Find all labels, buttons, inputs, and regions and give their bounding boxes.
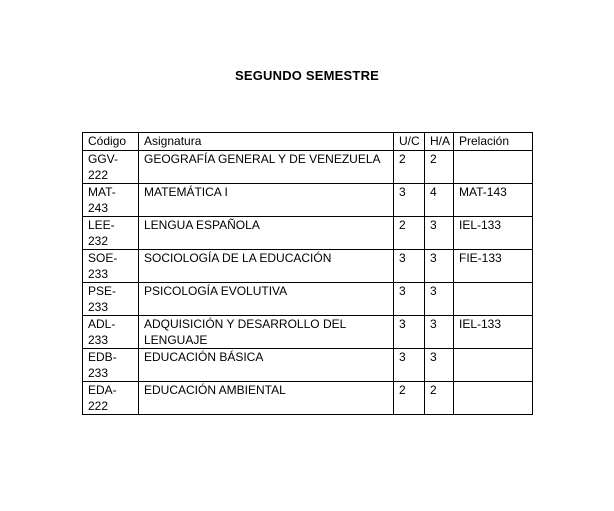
course-code-prefix: MAT- (88, 185, 116, 199)
course-uc: 2 (394, 151, 425, 184)
header-prereq: Prelación (454, 133, 533, 151)
course-code (83, 349, 139, 382)
course-code (83, 283, 139, 316)
table-row (83, 151, 533, 184)
table-row (83, 283, 533, 316)
course-code-number: 222 (88, 399, 109, 413)
course-subject: EDUCACIÓN BÁSICA (139, 349, 394, 382)
course-uc: 3 (394, 184, 425, 217)
course-subject: EDUCACIÓN AMBIENTAL (139, 382, 394, 415)
course-code-prefix: ADL- (88, 317, 116, 331)
course-subject: GEOGRAFÍA GENERAL Y DE VENEZUELA (139, 151, 394, 184)
course-code (83, 151, 139, 184)
course-code-prefix: EDA- (88, 383, 117, 397)
course-prereq: IEL-133 (454, 217, 533, 250)
course-code-number: 233 (88, 267, 109, 281)
course-code (83, 250, 139, 283)
course-code-prefix: SOE- (88, 251, 118, 265)
course-code-prefix: EDB- (88, 350, 117, 364)
course-prereq (454, 151, 533, 184)
course-subject: SOCIOLOGÍA DE LA EDUCACIÓN (139, 250, 394, 283)
course-ha: 3 (425, 250, 454, 283)
course-uc: 2 (394, 217, 425, 250)
course-ha: 3 (425, 217, 454, 250)
course-code-number: 232 (88, 234, 109, 248)
courses-table (82, 132, 533, 415)
course-ha: 2 (425, 382, 454, 415)
course-ha: 3 (425, 316, 454, 349)
header-subject: Asignatura (139, 133, 394, 151)
table-row (83, 349, 533, 382)
table-row (83, 316, 533, 349)
course-code (83, 217, 139, 250)
course-code-number: 233 (88, 300, 109, 314)
course-uc: 2 (394, 382, 425, 415)
course-code-number: 222 (88, 168, 109, 182)
course-code-number: 233 (88, 333, 109, 347)
course-code-prefix: PSE- (88, 284, 117, 298)
course-uc: 3 (394, 250, 425, 283)
course-prereq: FIE-133 (454, 250, 533, 283)
course-code (83, 316, 139, 349)
table-row (83, 184, 533, 217)
course-prereq: MAT-143 (454, 184, 533, 217)
header-uc: U/C (394, 133, 425, 151)
table-row (83, 217, 533, 250)
course-prereq (454, 382, 533, 415)
course-subject: LENGUA ESPAÑOLA (139, 217, 394, 250)
course-subject: PSICOLOGÍA EVOLUTIVA (139, 283, 394, 316)
course-code-prefix: LEE- (88, 218, 115, 232)
course-ha: 4 (425, 184, 454, 217)
course-prereq: IEL-133 (454, 316, 533, 349)
course-subject: MATEMÁTICA I (139, 184, 394, 217)
header-code: Código (83, 133, 139, 151)
course-uc: 3 (394, 349, 425, 382)
course-code-number: 243 (88, 201, 109, 215)
course-prereq (454, 349, 533, 382)
header-ha: H/A (425, 133, 454, 151)
table-header-row (83, 133, 533, 151)
course-ha: 3 (425, 349, 454, 382)
course-ha: 2 (425, 151, 454, 184)
course-code-prefix: GGV- (88, 152, 119, 166)
course-code-number: 233 (88, 366, 109, 380)
table-row (83, 382, 533, 415)
course-code (83, 382, 139, 415)
course-subject: ADQUISICIÓN Y DESARROLLO DEL LENGUAJE (139, 316, 394, 349)
table-row (83, 250, 533, 283)
course-code (83, 184, 139, 217)
course-ha: 3 (425, 283, 454, 316)
course-uc: 3 (394, 316, 425, 349)
page-title: SEGUNDO SEMESTRE (234, 68, 380, 83)
course-prereq (454, 283, 533, 316)
course-uc: 3 (394, 283, 425, 316)
